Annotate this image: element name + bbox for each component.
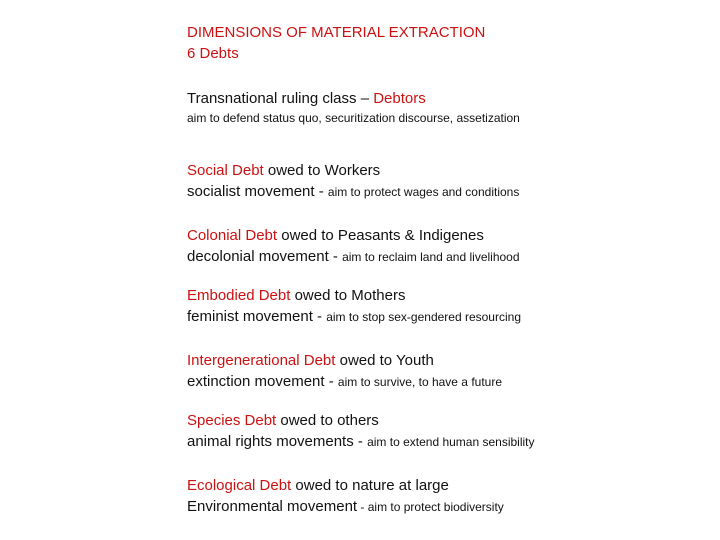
movement-aim: aim to survive, to have a future xyxy=(337,375,503,389)
debt-owed: owed to Peasants & Indigenes xyxy=(277,227,484,244)
slide-title: DIMENSIONS OF MATERIAL EXTRACTION xyxy=(187,24,486,41)
debt-item xyxy=(187,475,504,518)
movement-line xyxy=(187,496,504,518)
movement-line xyxy=(187,181,519,203)
intro-aim: aim to defend status quo, securitization discourse, assetization xyxy=(187,111,520,125)
movement-aim: aim to protect biodiversity xyxy=(367,500,504,514)
debt-item xyxy=(187,160,519,203)
debt-name: Colonial Debt xyxy=(187,227,278,244)
movement-name: socialist movement xyxy=(187,183,315,200)
intro-block xyxy=(187,88,520,125)
debt-item xyxy=(187,285,521,328)
movement-name: animal rights movements xyxy=(187,433,354,450)
movement-line xyxy=(187,431,535,453)
intro-highlight: Debtors xyxy=(373,90,426,107)
movement-aim: aim to protect wages and conditions xyxy=(327,185,520,199)
debt-item xyxy=(187,350,502,393)
movement-separator: - xyxy=(328,248,343,265)
title-block xyxy=(187,22,485,64)
debt-name: Ecological Debt xyxy=(187,477,292,494)
debt-item xyxy=(187,225,520,268)
debt-owed: owed to Workers xyxy=(263,162,381,179)
intro-heading xyxy=(187,88,520,109)
movement-separator: - xyxy=(353,433,368,450)
movement-name: decolonial movement xyxy=(187,248,329,265)
movement-separator: - xyxy=(324,373,338,390)
movement-line xyxy=(187,246,520,268)
movement-line xyxy=(187,371,502,393)
movement-name: feminist movement xyxy=(187,308,313,325)
debt-heading xyxy=(187,285,521,306)
slide-subtitle: 6 Debts xyxy=(187,45,239,62)
movement-separator: - xyxy=(357,500,368,514)
movement-aim: aim to stop sex-gendered resourcing xyxy=(326,310,521,324)
debt-item xyxy=(187,410,535,453)
debt-heading xyxy=(187,475,504,496)
debt-owed: owed to Youth xyxy=(335,352,434,369)
debt-name: Intergenerational Debt xyxy=(187,352,336,369)
debt-heading xyxy=(187,225,520,246)
movement-aim: aim to extend human sensibility xyxy=(367,435,535,449)
debt-heading xyxy=(187,410,535,431)
debt-name: Social Debt xyxy=(187,162,264,179)
debt-heading xyxy=(187,160,519,181)
movement-line xyxy=(187,306,521,328)
debt-owed: owed to others xyxy=(276,412,379,429)
movement-aim: aim to reclaim land and livelihood xyxy=(342,250,520,264)
movement-name: Environmental movement xyxy=(187,498,358,515)
intro-prefix: Transnational ruling class – xyxy=(187,90,374,107)
debt-owed: owed to nature at large xyxy=(291,477,449,494)
debt-name: Species Debt xyxy=(187,412,277,429)
movement-separator: - xyxy=(312,308,327,325)
debt-name: Embodied Debt xyxy=(187,287,291,304)
debt-heading xyxy=(187,350,502,371)
movement-name: extinction movement xyxy=(187,373,325,390)
debt-owed: owed to Mothers xyxy=(290,287,406,304)
movement-separator: - xyxy=(314,183,328,200)
